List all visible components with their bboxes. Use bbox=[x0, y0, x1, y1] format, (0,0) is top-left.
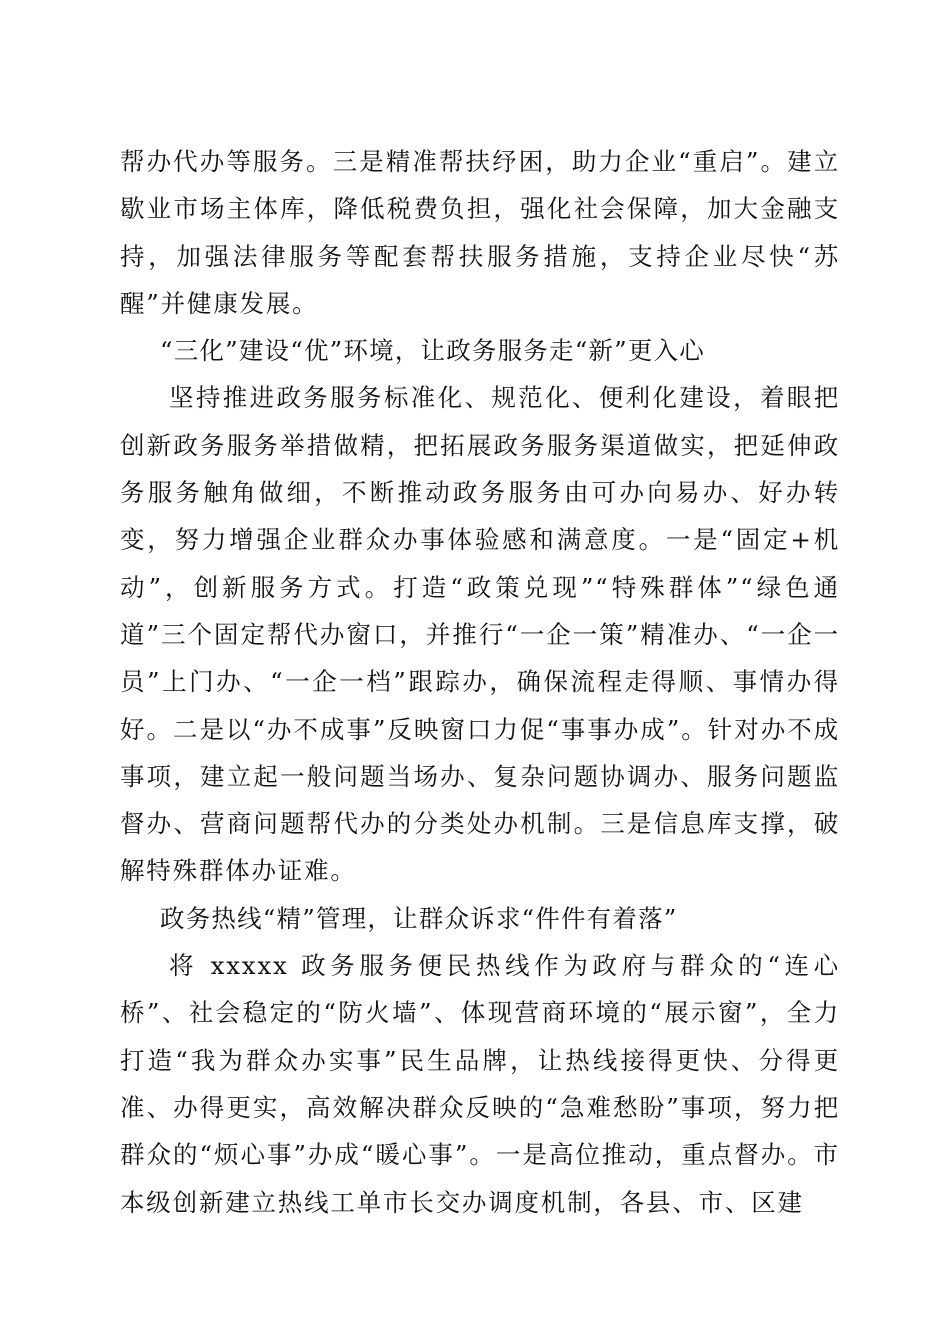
document-body bbox=[120, 138, 840, 1226]
paragraph-hotline: 将 xxxxx 政务服务便民热线作为政府与群众的“连心桥”、社会稳定的“防火墙”、体现营商环境的“展示窗”，全力打造“我为群众办实事”民生品牌，让热线接得更快、分得更准、办得更实，高效解决群众反映的“急难愁盼”事项，努力把群众的“烦心事”办成“暖心事”。一是高位推动，重点督办。市本级创新建立热线工单市长交办调度机制，各县、市、区建 bbox=[120, 951, 840, 1217]
paragraph-continued: 帮办代办等服务。三是精准帮扶纾困，助力企业“重启”。建立歇业市场主体库，降低税费负担，强化社会保障，加大金融支持，加强法律服务等配套帮扶服务措施，支持企业尽快“苏醒”并健康发展。 bbox=[120, 147, 840, 318]
section-heading-hotline: 政务热线“精”管理，让群众诉求“件件有着落” bbox=[160, 903, 678, 933]
paragraph-government-services: 坚持推进政务服务标准化、规范化、便利化建设，着眼把创新政务服务举措做精，把拓展政务服务渠道做实，把延伸政务服务触角做细，不断推动政务服务由可办向易办、好办转变，努力增强企业群众办事体验感和满意度。一是“固定+机动”，创新服务方式。打造“政策兑现”“特殊群体”“绿色通道”三个固定帮代办窗口，并推行“一企一策”精准办、“一企一员”上门办、“一企一档”跟踪办，确保流程走得顺、事情办得好。二是以“办不成事”反映窗口力促“事事办成”。针对办不成事项，建立起一般问题当场办、复杂问题协调办、服务问题监督办、营商问题帮代办的分类处办机制。三是信息库支撑，破解特殊群体办证难。 bbox=[120, 383, 840, 886]
section-heading-three-modernizations: “三化”建设“优”环境，让政务服务走“新”更入心 bbox=[160, 336, 705, 366]
